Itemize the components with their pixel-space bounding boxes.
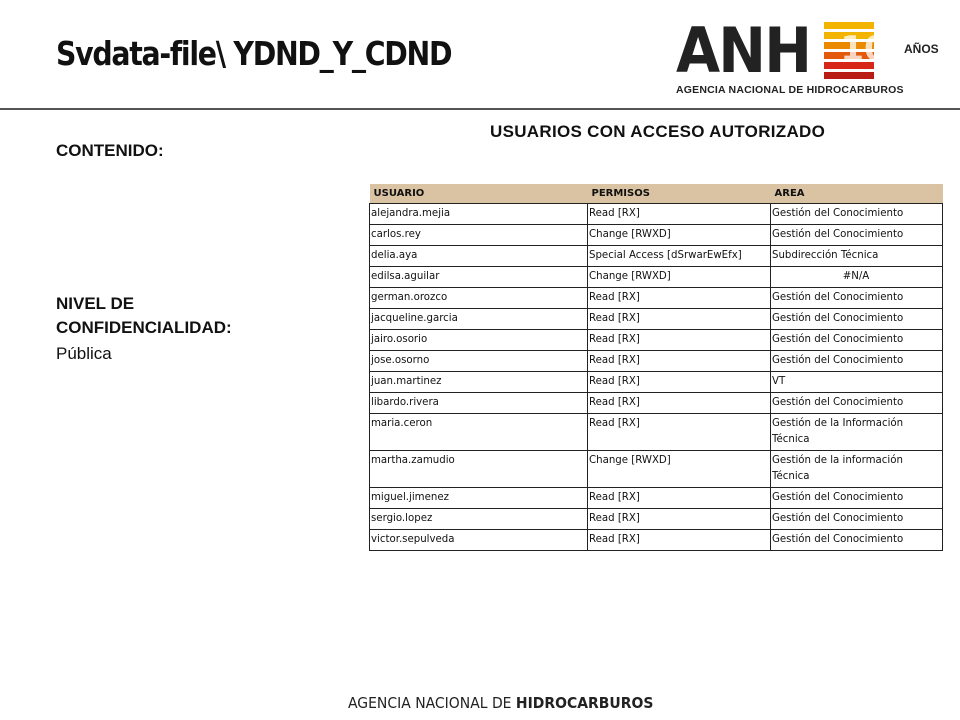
- cell-permisos: Read [RX]: [588, 204, 771, 225]
- cell-area: Subdirección Técnica: [771, 246, 943, 267]
- header-divider: [0, 108, 960, 110]
- logo-subtitle: AGENCIA NACIONAL DE HIDROCARBUROS: [676, 84, 904, 96]
- badge-number: 10: [840, 29, 888, 69]
- cell-permisos: Read [RX]: [588, 309, 771, 330]
- cell-permisos: Read [RX]: [588, 351, 771, 372]
- cell-permisos: Read [RX]: [588, 414, 771, 451]
- contenido-label: CONTENIDO:: [56, 141, 164, 160]
- cell-area: VT: [771, 372, 943, 393]
- confidencialidad-value: Pública: [56, 344, 112, 363]
- cell-usuario: alejandra.mejia: [370, 204, 588, 225]
- cell-permisos: Read [RX]: [588, 488, 771, 509]
- users-table: [369, 184, 943, 551]
- table-row: [370, 309, 943, 330]
- cell-permisos: Change [RWXD]: [588, 225, 771, 246]
- cell-area: Gestión del Conocimiento: [771, 288, 943, 309]
- table-title: USUARIOS CON ACCESO AUTORIZADO: [490, 122, 826, 141]
- cell-usuario: juan.martinez: [370, 372, 588, 393]
- cell-area: #N/A: [771, 267, 943, 288]
- table-row: [370, 246, 943, 267]
- cell-area: Gestión del Conocimiento: [771, 351, 943, 372]
- table-row: [370, 204, 943, 225]
- cell-permisos: Read [RX]: [588, 509, 771, 530]
- cell-permisos: Read [RX]: [588, 288, 771, 309]
- table-header-row: [370, 184, 943, 204]
- cell-usuario: edilsa.aguilar: [370, 267, 588, 288]
- cell-permisos: Read [RX]: [588, 530, 771, 551]
- cell-permisos: Read [RX]: [588, 372, 771, 393]
- cell-usuario: victor.sepulveda: [370, 530, 588, 551]
- table-row: [370, 225, 943, 246]
- cell-permisos: Special Access [dSrwarEwEfx]: [588, 246, 771, 267]
- table-row: [370, 530, 943, 551]
- table-row: [370, 330, 943, 351]
- cell-usuario: maria.ceron: [370, 414, 588, 451]
- cell-area: Gestión del Conocimiento: [771, 204, 943, 225]
- table-row: [370, 372, 943, 393]
- cell-usuario: jairo.osorio: [370, 330, 588, 351]
- cell-permisos: Change [RWXD]: [588, 451, 771, 488]
- cell-area: Gestión del Conocimiento: [771, 309, 943, 330]
- cell-area: Gestión del Conocimiento: [771, 393, 943, 414]
- table-row: [370, 414, 943, 451]
- cell-permisos: Change [RWXD]: [588, 267, 771, 288]
- cell-area: Gestión del Conocimiento: [771, 330, 943, 351]
- cell-area: Gestión del Conocimiento: [771, 509, 943, 530]
- table-row: [370, 393, 943, 414]
- cell-usuario: libardo.rivera: [370, 393, 588, 414]
- logo-anos: AÑOS: [904, 42, 939, 56]
- col-header-permisos: PERMISOS: [588, 184, 771, 204]
- cell-usuario: miguel.jimenez: [370, 488, 588, 509]
- col-header-usuario: USUARIO: [370, 184, 588, 204]
- footer-agency: AGENCIA NACIONAL DE HIDROCARBUROS: [348, 694, 654, 712]
- cell-permisos: Read [RX]: [588, 393, 771, 414]
- cell-area: Gestión de la Información Técnica: [771, 414, 943, 451]
- cell-area: Gestión de la información Técnica: [771, 451, 943, 488]
- cell-usuario: jacqueline.garcia: [370, 309, 588, 330]
- table-row: [370, 451, 943, 488]
- table-row: [370, 351, 943, 372]
- col-header-area: AREA: [771, 184, 943, 204]
- cell-usuario: german.orozco: [370, 288, 588, 309]
- cell-usuario: sergio.lopez: [370, 509, 588, 530]
- cell-usuario: delia.aya: [370, 246, 588, 267]
- cell-area: Gestión del Conocimiento: [771, 225, 943, 246]
- logo-letters: ANH: [676, 14, 811, 87]
- table-row: [370, 488, 943, 509]
- table-row: [370, 267, 943, 288]
- cell-usuario: carlos.rey: [370, 225, 588, 246]
- cell-usuario: jose.osorno: [370, 351, 588, 372]
- cell-usuario: martha.zamudio: [370, 451, 588, 488]
- cell-area: Gestión del Conocimiento: [771, 488, 943, 509]
- table-row: [370, 288, 943, 309]
- table-row: [370, 509, 943, 530]
- confidencialidad-label: NIVEL DE CONFIDENCIALIDAD:: [56, 294, 232, 337]
- page-title: Svdata-file\ YDND_Y_CDND: [56, 34, 452, 73]
- cell-area: Gestión del Conocimiento: [771, 530, 943, 551]
- flag-icon: [824, 20, 888, 80]
- anh-logo: [676, 14, 946, 104]
- cell-permisos: Read [RX]: [588, 330, 771, 351]
